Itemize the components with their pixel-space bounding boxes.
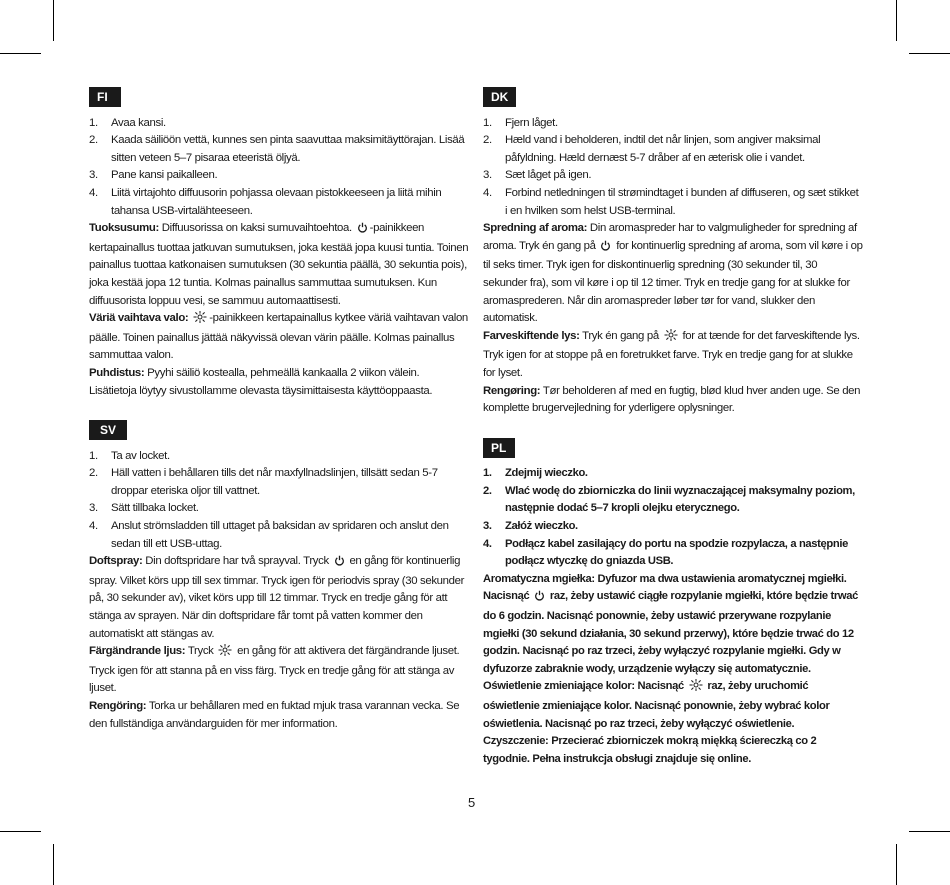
list-item: 1. Avaa kansi.: [89, 116, 166, 129]
list-item: 4. Liitä virtajohto diffuusorin pohjassa olevaan pistokkeeseen ja liitä mihin tahansa USB-virtalähteeseen.: [89, 186, 442, 217]
dk-mist-paragraph: Spredning af aroma: Din aromaspreder har to valgmuligheder for spredning af aroma. Tryk én gang på for kontinuerlig spredning af aroma, som vil køre i op til seks timer. Tryk igen for diskontinuerlig spredning (30 sekunder til, 30 sekunder fra), som vil køre i op til 12 timer. Tryk en tredje gang for at slukke for aromasprederen. Når din aromaspreder løber tør for vand, slukker den automatisk.: [483, 222, 863, 325]
power-icon: [357, 222, 368, 240]
section-gap: [483, 418, 863, 438]
pl-clean-paragraph: Czyszczenie: Przecierać zbiorniczek mokrą miękką ściereczką co 2 tygodnie. Pełna instrukcja obsługi znajduje się online.: [483, 735, 817, 765]
list-item: 2. Hæld vand i beholderen, indtil det når linjen, som angiver maksimal påfyldning. Hæld dernæst 5-7 dråber af en æterisk olie i vandet.: [483, 134, 821, 164]
crop-mark-top-right-h: [909, 53, 950, 54]
crop-mark-bottom-left-v: [53, 844, 54, 885]
dk-section: [483, 87, 863, 418]
list-item: 4. Anslut strömsladden till uttaget på baksidan av spridaren och anslut den sedan till ett USB-uttag.: [89, 520, 449, 550]
list-item: 2. Wlać wodę do zbiorniczka do linii wyznaczającej maksymalny poziom, następnie dodać 5–7 kropli olejku eterycznego.: [483, 484, 855, 515]
pl-mist-paragraph: Aromatyczna mgiełka: Dyfuzor ma dwa ustawienia aromatycznej mgiełki. Nacisnąć raz, żeby ustawić ciągłe rozpylanie mgiełki, które będzie trwać do 6 godzin. Nacisnąć ponownie, żeby ustawić przerywane rozpylanie mgiełki (30 sekund działania, 30 sekund przerwy), które będzie trwać do 12 godzin. Nacisnąć po raz trzeci, żeby wyłączyć rozpylanie mgiełki. Gdy w dyfuzorze zabraknie wody, urządzenie wyłączy się automatycznie.: [483, 572, 858, 675]
light-icon: [193, 311, 207, 330]
sv-clean-paragraph: Rengöring: Torka ur behållaren med en fuktad mjuk trasa varannan vecka. Se den fullständiga användarguiden för mer information.: [89, 700, 460, 730]
page-number: 5: [468, 795, 476, 810]
fi-light-paragraph: Väriä vaihtava valo: -painikkeen kertapainallus kytkee väriä vaihtavan valon päälle. Toinen painallus jättää näkyvissä olevan värin päälle. Kolmas painallus sammuttaa valon.: [89, 312, 468, 362]
list-item: 3. Załóż wieczko.: [483, 520, 578, 533]
crop-mark-bottom-right-h: [909, 831, 950, 832]
list-item: 4. Podłącz kabel zasilający do portu na spodzie rozpylacza, a następnie podłącz wtyczkę do gniazda USB.: [483, 537, 849, 568]
list-item: 2. Häll vatten i behållaren tills det når maxfyllnadslinjen, tillsätt sedan 5-7 droppar eteriska oljor till vattnet.: [89, 467, 438, 497]
dk-light-paragraph: Farveskiftende lys: Tryk én gang på for at tænde for det farveskiftende lys. Tryk igen for at stoppe på en foretrukket farve. Tryk en tredje gang for at slukke for lyset.: [483, 329, 860, 379]
crop-mark-top-right-v: [896, 0, 897, 41]
pl-language-badge: PL: [483, 438, 515, 458]
power-icon: [600, 240, 611, 258]
section-gap: [89, 400, 469, 420]
list-item: 1. Zdejmij wieczko.: [483, 467, 588, 480]
pl-body: [483, 465, 863, 768]
sv-section: [89, 420, 469, 733]
light-icon: [664, 329, 678, 348]
fi-steps: [89, 115, 469, 221]
list-item: 3. Sæt låget på igen.: [483, 169, 592, 182]
dk-steps: [483, 115, 863, 221]
list-item: 4. Forbind netledningen til strømindtaget i bunden af diffuseren, og sæt stikket i en hvilken som helst USB-terminal.: [483, 186, 859, 217]
fi-mist-paragraph: Tuoksusumu: Diffuusorissa on kaksi sumuvaihtoehtoa. -painikkeen kertapainallus tuottaa jatkuvan sumutuksen, joka kestää jopa kuusi tuntia. Toinen painallus tuottaa katkonaisen sumutuksen (30 sekuntia päällä, 30 sekuntia pois), joka kestää jopa 12 tuntia. Kolmas painallus sammuttaa sumutuksen. Kun diffuusorista loppuu vesi, se sammuu automaattisesti.: [89, 222, 469, 307]
crop-mark-bottom-right-v: [896, 844, 897, 885]
fi-language-badge: FI: [89, 87, 121, 107]
list-item: 1. Ta av locket.: [89, 449, 170, 462]
dk-clean-paragraph: Rengøring: Tør beholderen af med en fugtig, blød klud hver anden uge. Se den komplette brugervejledning for yderligere oplysninger.: [483, 384, 861, 415]
left-column: [89, 87, 469, 733]
light-icon: [689, 679, 703, 698]
fi-section: [89, 87, 469, 400]
sv-mist-paragraph: Doftspray: Din doftspridare har två sprayval. Tryck en gång för kontinuerlig spray. Vilket körs upp till sex timmar. Tryck igen för periodvis spray (30 sekunder på, 30 sekunder av), viket körs upp till 12 timmar. Tryck en tredje gång för att stänga av sprayen. När din doftspridare får tomt på vatten kommer den automatiskt att stängas av.: [89, 555, 465, 640]
sv-light-paragraph: Färgändrande ljus: Tryck en gång för att aktivera det färgändrande ljuset. Tryck igen för att stanna på en viss färg. Tryck en tredje gång för att stänga av ljuset.: [89, 645, 460, 695]
list-item: 3. Sätt tillbaka locket.: [89, 502, 199, 515]
sv-steps: [89, 448, 469, 554]
list-item: 3. Pane kansi paikalleen.: [89, 169, 218, 182]
crop-mark-top-left-h: [0, 53, 41, 54]
fi-clean-paragraph: Puhdistus: Pyyhi säiliö kostealla, pehmeällä kankaalla 2 viikon välein. Lisätietoja löytyy sivustollamme olevasta täysimittaisesta käyttöoppaasta.: [89, 366, 433, 397]
list-item: 2. Kaada säiliöön vettä, kunnes sen pinta saavuttaa maksimitäyttörajan. Lisää sitten veteen 5–7 pisaraa eteeristä öljyä.: [89, 134, 465, 164]
pl-section: [483, 438, 863, 769]
light-icon: [218, 644, 232, 663]
dk-language-badge: DK: [483, 87, 516, 107]
crop-mark-bottom-left-h: [0, 831, 41, 832]
power-icon: [534, 590, 545, 608]
right-column: [483, 87, 863, 768]
pl-steps: [483, 465, 863, 571]
power-icon: [334, 555, 345, 573]
sv-language-badge: SV: [89, 420, 127, 440]
crop-mark-top-left-v: [53, 0, 54, 41]
list-item: 1. Fjern låget.: [483, 116, 558, 129]
pl-light-paragraph: Oświetlenie zmieniające kolor: Nacisnąć raz, żeby uruchomić oświetlenie zmieniające kolor. Nacisnąć ponownie, żeby wybrać kolor oświetlenia. Nacisnąć po raz trzeci, żeby wyłączyć oświetlenie.: [483, 680, 830, 730]
